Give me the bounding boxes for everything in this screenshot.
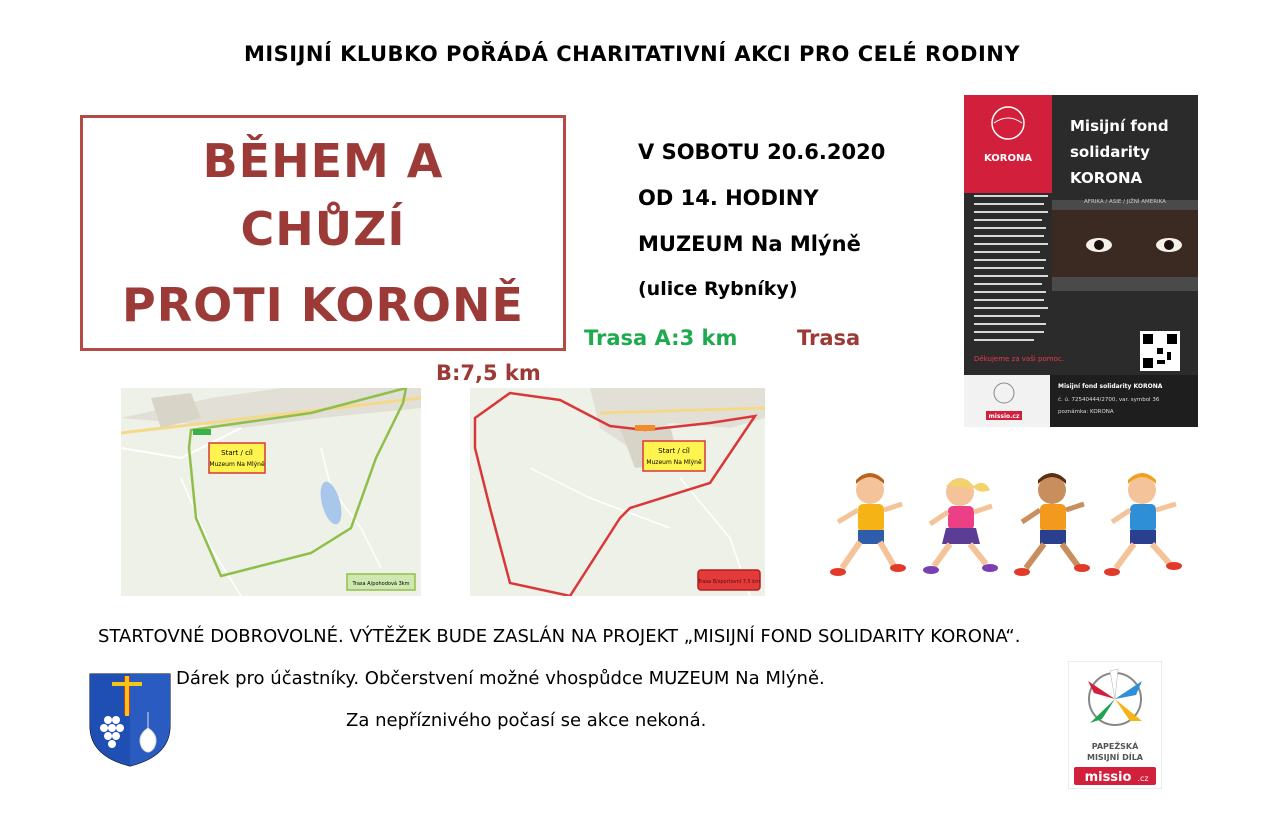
logo-brand: missio: [1084, 770, 1132, 785]
footer-line-2: Dárek pro účastníky. Občerstvení možné vhospůdce MUZEUM Na Mlýně.: [176, 668, 825, 689]
route-b-map: [470, 388, 765, 596]
route-b-label-part2: B:7,5 km: [436, 361, 541, 385]
map-a-start-label-2: Muzeum Na Mlýně: [209, 461, 265, 468]
map-a-start-label-1: Start / cíl: [221, 449, 253, 457]
poster-badge: KORONA: [983, 153, 1033, 164]
route-a-map: [121, 388, 421, 596]
route-a-label: Trasa A:3 km: [584, 326, 738, 350]
map-a-legend: Trasa A/pohodová 3km: [352, 581, 410, 587]
poster-missio: missio.cz: [988, 413, 1020, 420]
footer-line-3: Za nepříznivého počasí se akce nekoná.: [346, 710, 707, 731]
footer-line-1: STARTOVNÉ DOBROVOLNÉ. VÝTĚŽEK BUDE ZASLÁN NA PROJEKT „MISIJNÍ FOND SOLIDARITY KORONA“.: [98, 626, 1021, 647]
logo-brand-suffix: .cz: [1137, 774, 1149, 783]
main-title-line-1: BĚHEM A: [202, 134, 444, 188]
event-place: MUZEUM Na Mlýně: [638, 232, 861, 256]
poster-title-3: KORONA: [1070, 169, 1143, 187]
map-b-start-label-1: Start / cíl: [658, 447, 690, 455]
village-coat-of-arms: [88, 672, 172, 768]
logo-line-2: MISIJNÍ DÍLA: [1086, 753, 1144, 762]
poster-footer-2: č. ú. 72540444/2700, var. symbol 36: [1058, 397, 1160, 403]
poster-title-1: Misijní fond: [1070, 117, 1169, 135]
map-b-legend: Trasa B/sportovní 7,5 km: [697, 579, 761, 585]
logo-line-1: PAPEŽSKÁ: [1091, 742, 1139, 751]
map-b-start-label-2: Muzeum Na Mlýně: [646, 459, 702, 466]
running-children-illustration: [828, 470, 1198, 590]
main-title-box: [80, 115, 566, 351]
route-b-label-part1: Trasa: [797, 326, 861, 350]
event-street: (ulice Rybníky): [638, 278, 798, 300]
event-date: V SOBOTU 20.6.2020: [638, 140, 886, 164]
page-title: MISIJNÍ KLUBKO POŘÁDÁ CHARITATIVNÍ AKCI PRO CELÉ RODINY: [243, 42, 1021, 66]
main-title-line-3: PROTI KORONĚ: [122, 278, 524, 332]
event-time: OD 14. HODINY: [638, 186, 819, 210]
poster-thanks: Děkujeme za vaši pomoc.: [974, 355, 1064, 363]
korona-poster: [964, 95, 1198, 427]
missio-logo: [1068, 661, 1162, 789]
poster-regions: AFRIKA / ASIE / JIŽNÍ AMERIKA: [1084, 199, 1166, 205]
poster-footer-1: Misijní fond solidarity KORONA: [1058, 383, 1163, 390]
poster-title-2: solidarity: [1070, 143, 1150, 161]
poster-footer-3: poznámka: KORONA: [1058, 409, 1114, 415]
main-title-line-2: CHŮZÍ: [240, 202, 406, 256]
